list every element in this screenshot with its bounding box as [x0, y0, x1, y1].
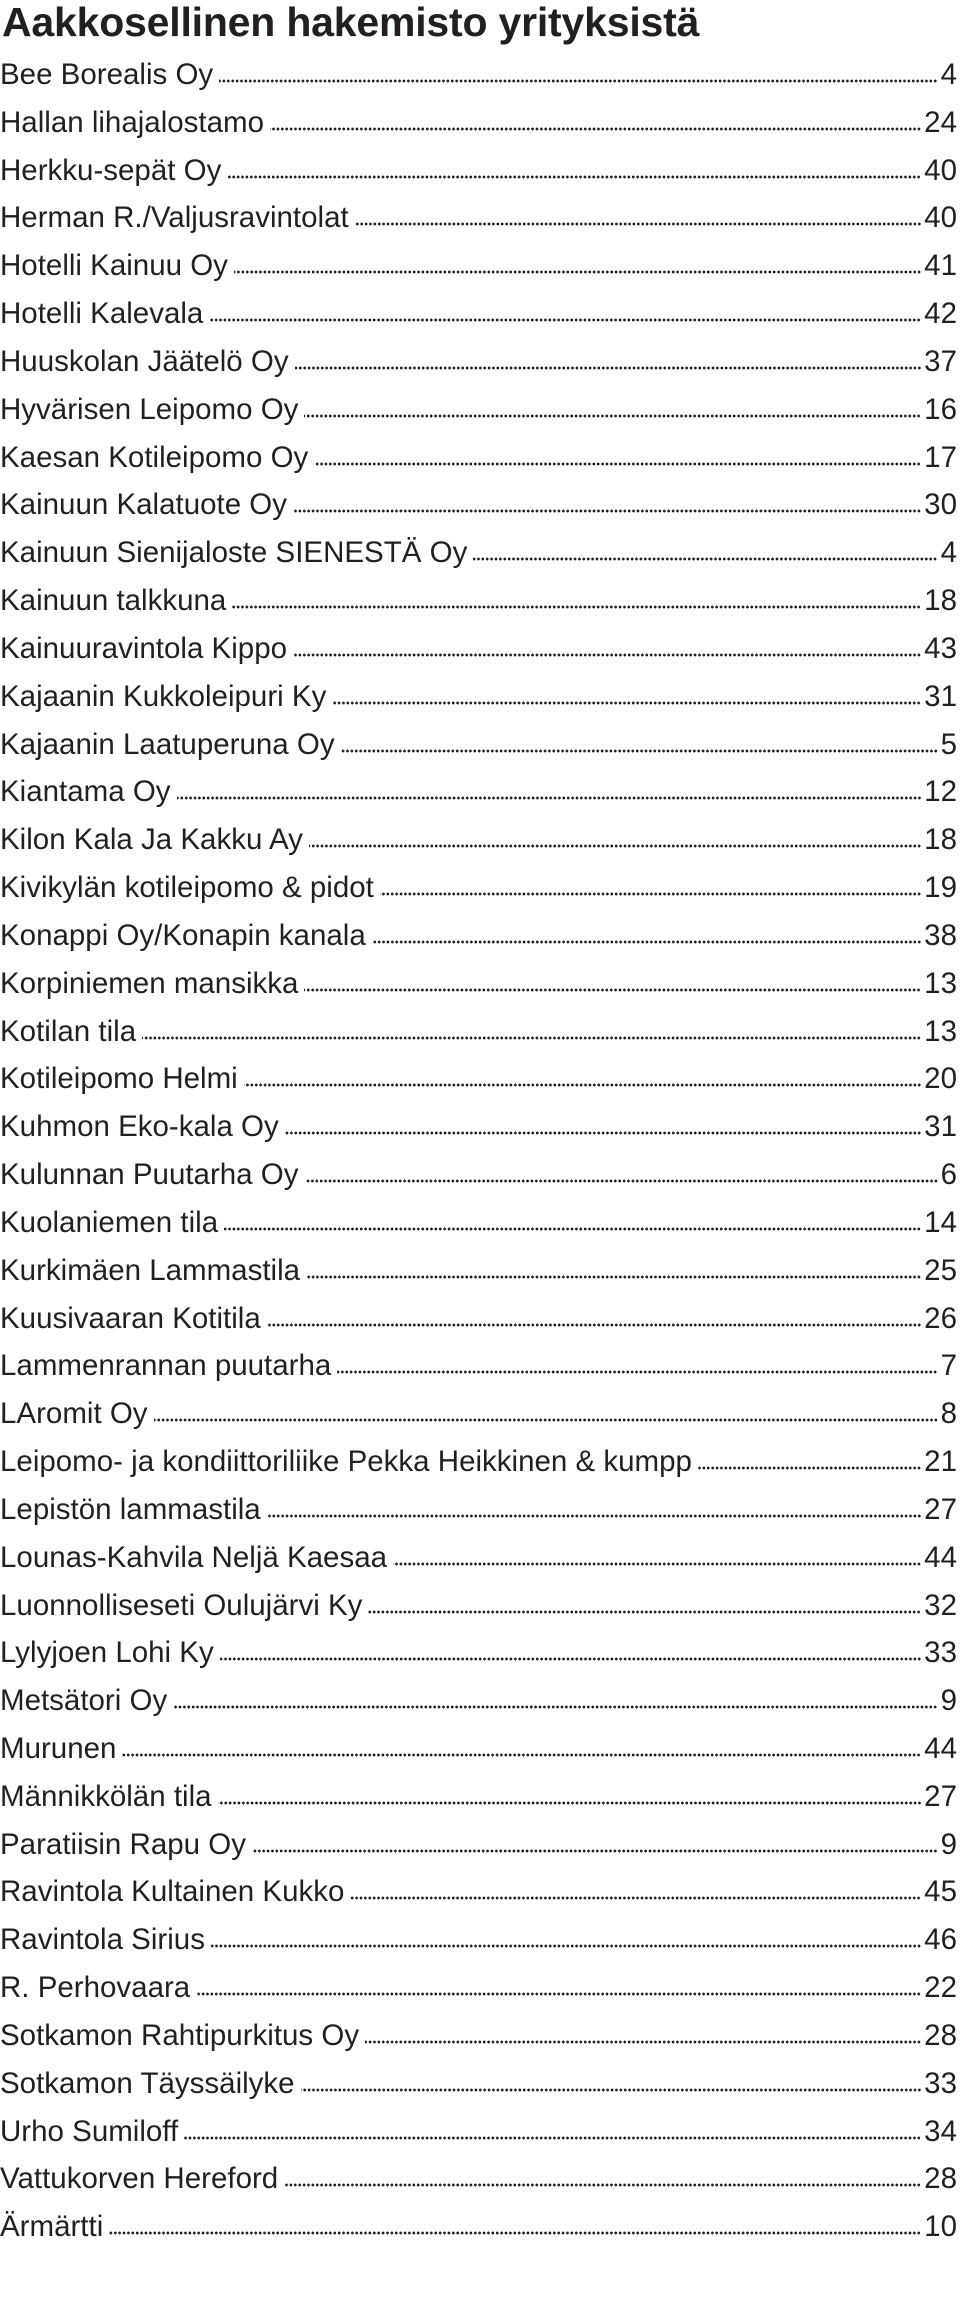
- dot-leader: [380, 892, 921, 896]
- company-name: Vattukorven Hereford: [0, 2162, 279, 2196]
- page-number: 6: [940, 1158, 957, 1192]
- company-name: Kurkimäen Lammastila: [0, 1253, 301, 1287]
- page-number: 18: [924, 584, 957, 618]
- company-name: Ravintola Kultainen Kukko: [0, 1875, 345, 1909]
- company-name: Kilon Kala Ja Kakku Ay: [0, 823, 303, 857]
- page-number: 42: [924, 297, 957, 331]
- page-number: 12: [924, 775, 957, 809]
- page-number: 9: [940, 1684, 957, 1718]
- dot-leader: [173, 1705, 937, 1709]
- company-name: Sotkamon Rahtipurkitus Oy: [0, 2018, 360, 2052]
- dot-leader: [267, 1514, 921, 1518]
- page-number: 44: [924, 1731, 957, 1765]
- company-index-list: [0, 51, 957, 2251]
- page-number: 38: [924, 918, 957, 952]
- list-item: [0, 912, 957, 960]
- page-number: 19: [924, 871, 957, 905]
- list-item: [0, 338, 957, 386]
- dot-leader: [267, 1323, 921, 1327]
- dot-leader: [473, 557, 937, 561]
- list-item: [0, 1821, 957, 1869]
- dot-leader: [109, 2231, 921, 2235]
- company-name: Sotkamon Täyssäilyke: [0, 2066, 295, 2100]
- page-number: 21: [924, 1445, 957, 1479]
- list-item: [0, 2203, 957, 2251]
- company-name: Lammenrannan puutarha: [0, 1349, 332, 1383]
- dot-leader: [341, 749, 938, 753]
- dot-leader: [368, 1610, 921, 1614]
- dot-leader: [177, 796, 922, 800]
- dot-leader: [304, 414, 921, 418]
- page-number: 25: [924, 1253, 957, 1287]
- list-item: [0, 1247, 957, 1295]
- company-name: Paratiisin Rapu Oy: [0, 1827, 246, 1861]
- list-item: [0, 816, 957, 864]
- page-number: 41: [924, 249, 957, 283]
- dot-leader: [284, 2183, 921, 2187]
- dot-leader: [218, 1801, 922, 1805]
- company-name: Kainuun Sienijaloste SIENESTÄ Oy: [0, 536, 468, 570]
- company-name: LAromit Oy: [0, 1397, 148, 1431]
- page-number: 43: [924, 631, 957, 665]
- page-number: 46: [924, 1923, 957, 1957]
- list-item: [0, 721, 957, 769]
- list-item: [0, 2155, 957, 2203]
- list-item: [0, 1151, 957, 1199]
- dot-leader: [252, 1849, 938, 1853]
- dot-leader: [285, 1131, 921, 1135]
- page-number: 20: [924, 1062, 957, 1096]
- list-item: [0, 1438, 957, 1486]
- company-name: Metsätori Oy: [0, 1684, 168, 1718]
- dot-leader: [355, 222, 922, 226]
- company-name: Herman R./Valjusravintolat: [0, 201, 349, 235]
- company-name: Urho Sumiloff: [0, 2114, 179, 2148]
- company-name: Kivikylän kotileipomo & pidot: [0, 871, 374, 905]
- dot-leader: [209, 318, 921, 322]
- dot-leader: [232, 605, 921, 609]
- page-number: 7: [940, 1349, 957, 1383]
- list-item: [0, 1008, 957, 1056]
- list-item: [0, 1486, 957, 1534]
- page-number: 4: [940, 536, 957, 570]
- company-name: Ravintola Sirius: [0, 1923, 205, 1957]
- company-name: Kotileipomo Helmi: [0, 1062, 238, 1096]
- dot-leader: [393, 1562, 921, 1566]
- list-item: [0, 147, 957, 195]
- page-number: 9: [940, 1827, 957, 1861]
- dot-leader: [293, 653, 921, 657]
- list-item: [0, 99, 957, 147]
- list-item: [0, 386, 957, 434]
- company-name: R. Perhovaara: [0, 1971, 191, 2005]
- list-item: [0, 1916, 957, 1964]
- company-name: Herkku-sepät Oy: [0, 153, 222, 187]
- company-name: Kajaanin Kukkoleipuri Ky: [0, 679, 327, 713]
- list-item: [0, 1295, 957, 1343]
- list-item: [0, 2060, 957, 2108]
- list-item: [0, 1773, 957, 1821]
- dot-leader: [293, 509, 921, 513]
- company-name: Lounas-Kahvila Neljä Kaesaa: [0, 1540, 388, 1574]
- dot-leader: [142, 1036, 921, 1040]
- dot-leader: [304, 988, 921, 992]
- page-number: 28: [924, 2162, 957, 2196]
- company-name: Hallan lihajalostamo: [0, 105, 265, 139]
- company-name: Kotilan tila: [0, 1014, 137, 1048]
- list-item: [0, 242, 957, 290]
- company-name: Kajaanin Laatuperuna Oy: [0, 727, 335, 761]
- dot-leader: [301, 2088, 922, 2092]
- page-number: 26: [924, 1301, 957, 1335]
- company-name: Kainuun talkkuna: [0, 584, 227, 618]
- dot-leader: [122, 1753, 921, 1757]
- page-number: 33: [924, 1636, 957, 1670]
- page-number: 22: [924, 1971, 957, 2005]
- list-item: [0, 2108, 957, 2156]
- list-item: [0, 529, 957, 577]
- list-item: [0, 1055, 957, 1103]
- page-number: 24: [924, 105, 957, 139]
- page-number: 45: [924, 1875, 957, 1909]
- company-name: Bee Borealis Oy: [0, 58, 214, 91]
- list-item: [0, 1390, 957, 1438]
- page-number: 10: [924, 2210, 957, 2244]
- dot-leader: [350, 1896, 921, 1900]
- list-item: [0, 1103, 957, 1151]
- list-item: [0, 290, 957, 338]
- page-number: 44: [924, 1540, 957, 1574]
- list-item: [0, 673, 957, 721]
- list-item: [0, 960, 957, 1008]
- list-item: [0, 51, 957, 99]
- dot-leader: [365, 2040, 921, 2044]
- dot-leader: [306, 1275, 921, 1279]
- list-item: [0, 194, 957, 242]
- company-name: Lylyjoen Lohi Ky: [0, 1636, 214, 1670]
- list-item: [0, 1629, 957, 1677]
- dot-leader: [224, 1227, 921, 1231]
- dot-leader: [314, 462, 921, 466]
- list-item: [0, 625, 957, 673]
- page-title: Aakkosellinen hakemisto yrityksistä: [2, 0, 700, 45]
- page-number: 5: [940, 727, 957, 761]
- list-item: [0, 1342, 957, 1390]
- company-name: Hotelli Kalevala: [0, 297, 204, 331]
- dot-leader: [295, 366, 922, 370]
- page-number: 30: [924, 488, 957, 522]
- dot-leader: [270, 127, 921, 131]
- company-name: Kaesan Kotileipomo Oy: [0, 440, 309, 474]
- company-name: Kainuuravintola Kippo: [0, 631, 288, 665]
- list-item: [0, 768, 957, 816]
- page-number: 13: [924, 966, 957, 1000]
- company-name: Murunen: [0, 1731, 117, 1765]
- dot-leader: [372, 940, 921, 944]
- page-number: 33: [924, 2066, 957, 2100]
- page-number: 27: [924, 1779, 957, 1813]
- page-number: 40: [924, 201, 957, 235]
- list-item: [0, 1964, 957, 2012]
- dot-leader: [698, 1466, 921, 1470]
- dot-leader: [305, 1179, 938, 1183]
- list-item: [0, 1868, 957, 1916]
- dot-leader: [234, 270, 921, 274]
- dot-leader: [211, 1944, 921, 1948]
- company-name: Kuhmon Eko-kala Oy: [0, 1110, 279, 1144]
- page-number: 14: [924, 1205, 957, 1239]
- company-name: Kulunnan Puutarha Oy: [0, 1158, 299, 1192]
- dot-leader: [184, 2136, 921, 2140]
- company-name: Lepistön lammastila: [0, 1492, 261, 1526]
- page-number: 28: [924, 2018, 957, 2052]
- company-name: Hyvärisen Leipomo Oy: [0, 392, 299, 426]
- list-item: [0, 1677, 957, 1725]
- list-item: [0, 864, 957, 912]
- list-item: [0, 1534, 957, 1582]
- page-number: 18: [924, 823, 957, 857]
- company-name: Konappi Oy/Konapin kanala: [0, 918, 366, 952]
- page-number: 27: [924, 1492, 957, 1526]
- list-item: [0, 481, 957, 529]
- company-name: Kainuun Kalatuote Oy: [0, 488, 288, 522]
- page-number: 31: [924, 679, 957, 713]
- page-number: 37: [924, 344, 957, 378]
- dot-leader: [332, 701, 921, 705]
- page-number: 13: [924, 1014, 957, 1048]
- company-name: Männikkölän tila: [0, 1779, 212, 1813]
- dot-leader: [337, 1370, 937, 1374]
- page-number: 31: [924, 1110, 957, 1144]
- list-item: [0, 1199, 957, 1247]
- dot-leader: [244, 1083, 921, 1087]
- dot-leader: [227, 175, 921, 179]
- company-name: Leipomo- ja kondiittoriliike Pekka Heikkinen & kumpp: [0, 1445, 692, 1479]
- page-number: 16: [924, 392, 957, 426]
- company-name: Hotelli Kainuu Oy: [0, 249, 228, 283]
- company-name: Huuskolan Jäätelö Oy: [0, 344, 289, 378]
- page-number: 32: [924, 1588, 957, 1622]
- company-name: Kuolaniemen tila: [0, 1205, 219, 1239]
- page-number: 17: [924, 440, 957, 474]
- dot-leader: [154, 1418, 938, 1422]
- page-number: 34: [924, 2114, 957, 2148]
- company-name: Ärmärtti: [0, 2210, 104, 2244]
- list-item: [0, 577, 957, 625]
- dot-leader: [220, 1657, 921, 1661]
- dot-leader: [309, 844, 921, 848]
- company-name: Luonnolliseseti Oulujärvi Ky: [0, 1588, 363, 1622]
- list-item: [0, 1725, 957, 1773]
- dot-leader: [219, 79, 937, 83]
- list-item: [0, 434, 957, 482]
- page-number: 40: [924, 153, 957, 187]
- list-item: [0, 1582, 957, 1630]
- list-item: [0, 2012, 957, 2060]
- company-name: Kuusivaaran Kotitila: [0, 1301, 261, 1335]
- page-number: 4: [940, 58, 957, 91]
- company-name: Kiantama Oy: [0, 775, 171, 809]
- page-number: 8: [940, 1397, 957, 1431]
- company-name: Korpiniemen mansikka: [0, 966, 299, 1000]
- dot-leader: [196, 1992, 921, 1996]
